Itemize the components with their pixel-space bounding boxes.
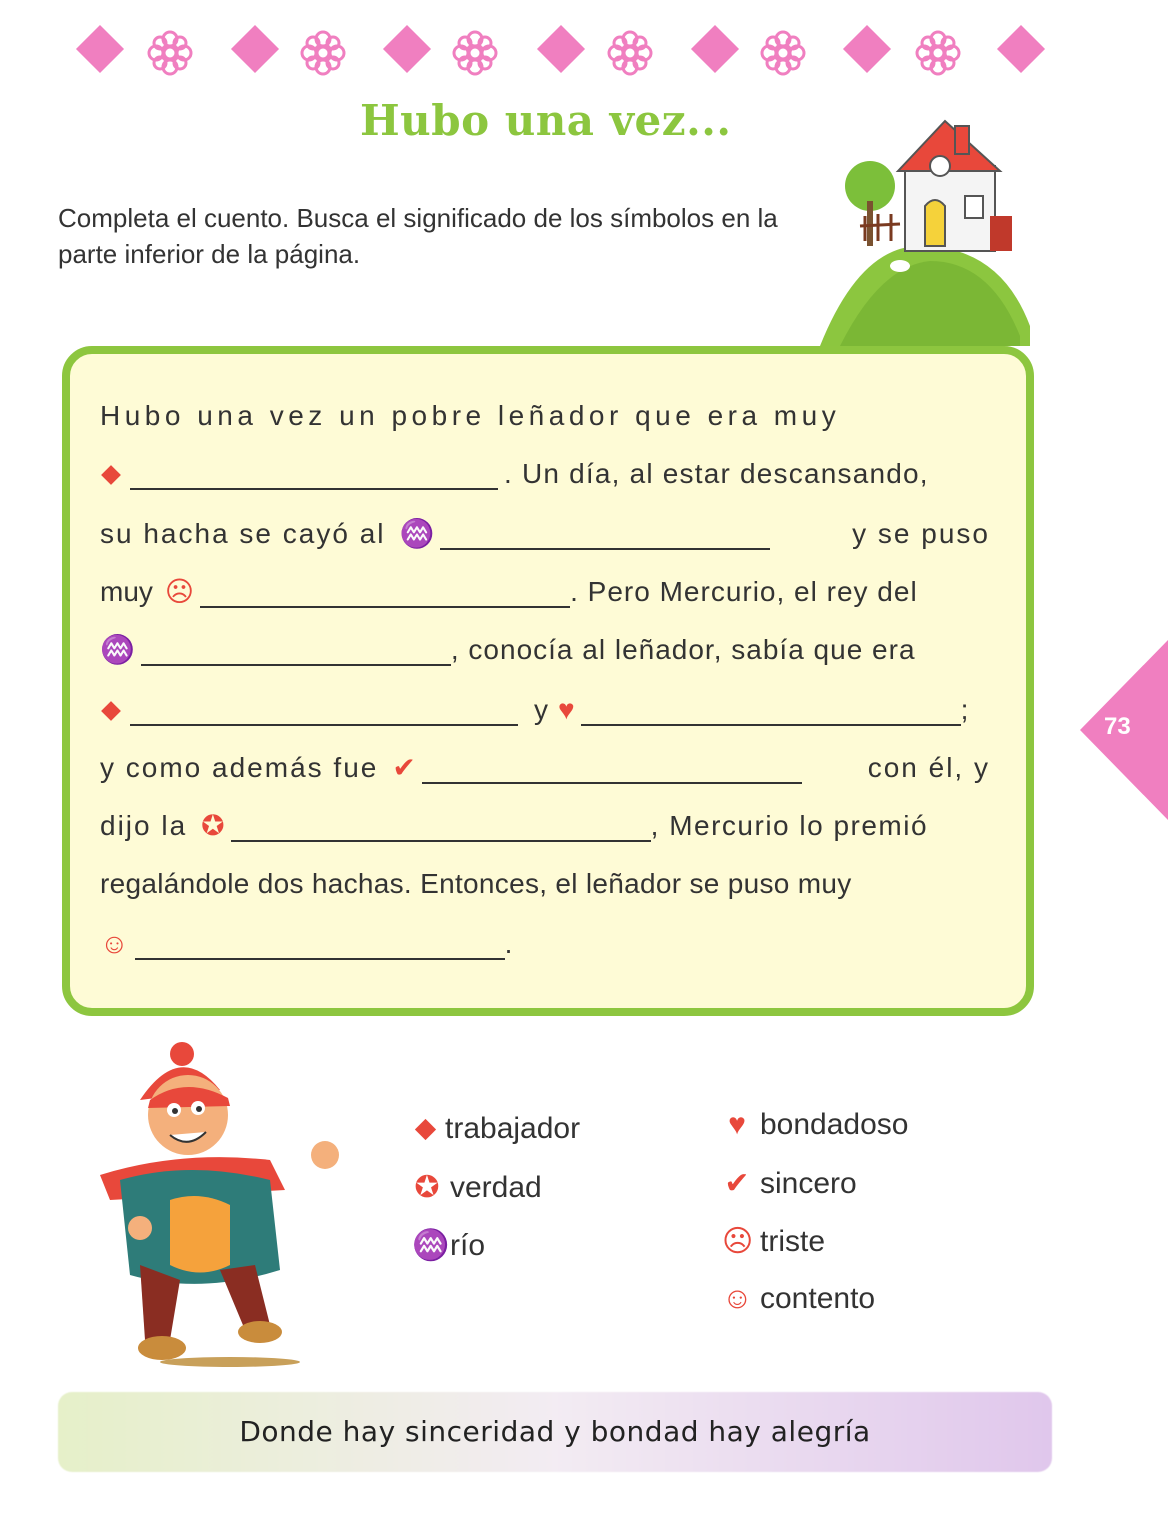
pink-flower-icon xyxy=(913,28,963,78)
answer-blank[interactable] xyxy=(231,812,651,842)
check-icon: ✔ xyxy=(392,752,416,783)
legend-item xyxy=(722,1282,875,1316)
legend-word: verdad xyxy=(450,1170,542,1204)
motto-text: Donde hay sinceridad y bondad hay alegría xyxy=(239,1415,871,1448)
star-circle-icon: ✪ xyxy=(201,810,225,841)
answer-blank[interactable] xyxy=(581,696,961,726)
story-line xyxy=(100,916,990,960)
story-line xyxy=(100,564,990,608)
story-line xyxy=(100,388,990,432)
story-line xyxy=(100,446,990,490)
wave-icon: ♒ xyxy=(412,1229,450,1262)
story-text: dijo la xyxy=(100,810,188,841)
legend-word: bondadoso xyxy=(760,1108,909,1141)
legend-item xyxy=(722,1166,857,1201)
story-line xyxy=(100,622,990,666)
wave-icon: ♒ xyxy=(399,518,435,549)
story-line xyxy=(100,682,990,726)
answer-blank[interactable] xyxy=(135,930,505,960)
legend-word: sincero xyxy=(760,1166,857,1200)
story-text: y xyxy=(534,694,548,725)
answer-blank[interactable] xyxy=(422,754,802,784)
pink-flower-icon xyxy=(145,28,195,78)
story-text: . Pero Mercurio, el rey del xyxy=(570,576,918,607)
pink-diamond-icon xyxy=(997,25,1045,73)
story-text: muy xyxy=(100,576,153,607)
check-icon: ✔ xyxy=(724,1167,750,1200)
smile-face-icon: ☺ xyxy=(100,928,129,959)
story-line xyxy=(100,506,990,550)
sad-face-icon: ☹ xyxy=(164,576,195,607)
story-text: regalándole dos hachas. Entonces, el leñador se puso muy xyxy=(100,868,852,899)
diamond-icon xyxy=(101,465,121,485)
heart-icon: ♥ xyxy=(558,694,575,725)
pink-diamond-icon xyxy=(843,25,891,73)
decorative-border-top xyxy=(60,20,1050,92)
story-text: . Un día, al estar descansando, xyxy=(504,458,929,489)
answer-blank[interactable] xyxy=(440,520,770,550)
diamond-icon xyxy=(415,1118,436,1139)
story-text: y como además fue xyxy=(100,752,379,783)
legend-word: río xyxy=(450,1228,486,1262)
story-text: y se puso xyxy=(852,518,990,549)
legend-item xyxy=(722,1108,908,1142)
pink-flower-icon xyxy=(605,28,655,78)
answer-blank[interactable] xyxy=(141,636,451,666)
house-on-hill-illustration xyxy=(820,96,1030,346)
pink-diamond-icon xyxy=(383,25,431,73)
pink-diamond-icon xyxy=(691,25,739,73)
diamond-icon xyxy=(101,701,121,721)
pink-diamond-icon xyxy=(537,25,585,73)
story-line xyxy=(100,856,990,900)
legend-word: triste xyxy=(760,1224,826,1258)
story-text: , Mercurio lo premió xyxy=(650,810,929,841)
pink-flower-icon xyxy=(450,28,500,78)
sad-face-icon: ☹ xyxy=(722,1225,754,1258)
story-text: con él, y xyxy=(867,752,990,783)
star-circle-icon: ✪ xyxy=(414,1171,440,1204)
legend-item xyxy=(412,1170,542,1205)
answer-blank[interactable] xyxy=(130,460,498,490)
legend-item xyxy=(412,1228,485,1263)
smile-face-icon: ☺ xyxy=(722,1282,753,1315)
pink-flower-icon xyxy=(758,28,808,78)
story-line xyxy=(100,740,990,784)
page-title: Hubo una vez... xyxy=(360,96,732,145)
story-line xyxy=(100,798,990,842)
story-text: su hacha se cayó al xyxy=(100,518,386,549)
woodcutter-illustration xyxy=(70,1040,360,1370)
answer-blank[interactable] xyxy=(130,696,518,726)
story-text: . xyxy=(504,928,513,959)
pink-diamond-icon xyxy=(231,25,279,73)
pink-diamond-icon xyxy=(76,25,124,73)
legend-item xyxy=(412,1112,580,1146)
legend-word: contento xyxy=(760,1282,876,1315)
instructions-text: Completa el cuento. Busca el significado de los símbolos en la parte inferior de la página. xyxy=(58,203,778,269)
story-text: Hubo una vez un pobre leñador que era muy xyxy=(100,400,841,431)
answer-blank[interactable] xyxy=(200,578,570,608)
story-text: , conocía al leñador, sabía que era xyxy=(450,634,916,665)
wave-icon: ♒ xyxy=(100,634,135,665)
page-number: 73 xyxy=(1104,713,1131,740)
pink-flower-icon xyxy=(298,28,348,78)
heart-icon: ♥ xyxy=(728,1108,746,1141)
story-text: ; xyxy=(960,694,969,725)
legend-word: trabajador xyxy=(445,1112,581,1145)
legend-item xyxy=(722,1224,825,1259)
